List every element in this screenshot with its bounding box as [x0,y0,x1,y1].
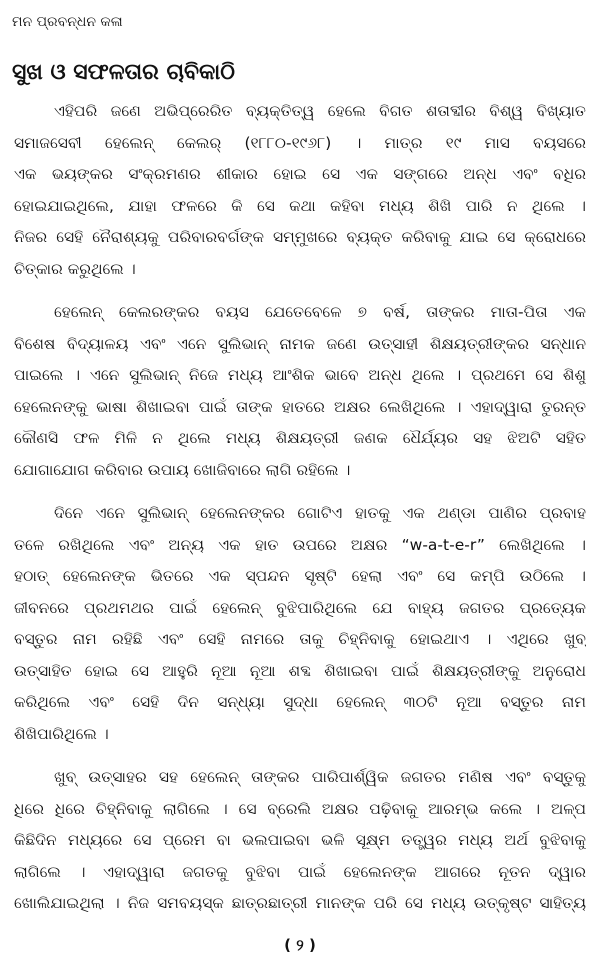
text-line: କରିଥିଲେ ଏବଂ ସେହି ଦିନ ସନ୍ଧ୍ୟା ସୁଦ୍ଧା ହେଲେନ୍ ୩୦ଟି ନୂଆ ବସ୍ତୁର ନାମ [14,693,586,711]
text-line: ହୋଇଯାଇଥିଲେ, ଯାହା ଫଳରେ କି ସେ କଥା କହିବା ମଧ୍ୟ ଶିଖି ପାରି ନ ଥିଲେ । [14,196,586,215]
text-line: କିଛିଦିନ ମଧ୍ୟରେ ସେ ପ୍ରେମ ବା ଭଲପାଇବା ଭଳି ସୂକ୍ଷ୍ମ ତତ୍ତ୍ୱର ମଧ୍ୟ ଅର୍ଥ ବୁଝିବାକୁ [14,831,586,849]
body-text [14,96,586,932]
text-line: ବିଶେଷ ବିଦ୍ୟାଳୟ ଏବଂ ଏନେ ସୁଲିଭାନ୍ ନାମକ ଜଣେ ଉତ୍ସାହୀ ଶିକ୍ଷୟତ୍ରୀଙ୍କର ସନ୍ଧାନ [14,334,586,353]
text-line: ଦିନେ ଏନେ ସୁଲିଭାନ୍ ହେଲେନଙ୍କର ଗୋଟିଏ ହାତକୁ ଏକ ଥଣ୍ଡା ପାଣିର ପ୍ରବାହ [54,504,586,522]
text-line: ହେଲେନ୍ କେଲରଙ୍କର ବୟସ ଯେତେବେଳେ ୭ ବର୍ଷ, ତାଙ୍କର ମାତା-ପିତା ଏକ [54,303,586,321]
running-header: ମନ ପ୍ରବନ୍ଧନ କଳା [12,14,123,30]
text-line: ଏକ ଭୟଙ୍କର ସଂକ୍ରମଣର ଶୀକାର ହୋଇ ସେ ଏକ ସଙ୍ଗରେ ଅନ୍ଧ ଏବଂ ବଧିର [14,165,586,183]
text-line: ତଳେ ରଖିଥିଲେ ଏବଂ ଅନ୍ୟ ଏକ ହାତ ଉପରେ ଅକ୍ଷର “w-a-t-e-r” ଲେଖିଥିଲେ । [14,535,586,554]
text-line: କୌଣସି ଫଳ ମିଳି ନ ଥିଲେ ମଧ୍ୟ ଶିକ୍ଷୟତ୍ରୀ ଜଣକ ଧୈର୍ଯ୍ୟର ସହ ଝିଅଟି ସହିତ [14,429,586,447]
paragraph [14,762,586,920]
text-line: ଯୋଗାଯୋଗ କରିବାର ଉପାୟ ଖୋଜିବାରେ ଲାଗି ରହିଲେ । [14,460,351,479]
text-line: ଖୁବ୍ ଉତ୍ସାହର ସହ ହେଲେନ୍ ତାଙ୍କର ପାରିପାର୍ଶ୍ୱିକ ଜଗତର ମଣିଷ ଏବଂ ବସ୍ତୁକୁ [54,768,586,786]
chapter-title: ସୁଖ ଓ ସଫଳତାର ଚାବିକାଠି [12,60,235,85]
text-line: ଏହିପରି ଜଣେ ଅଭିପ୍ରେରିତ ବ୍ୟକ୍ତିତ୍ୱ ହେଲେ ବିଗତ ଶତାବ୍ଦୀର ବିଶ୍ୱ ବିଖ୍ୟାତ [54,102,586,120]
text-line: ଶିଖିପାରିଥିଲେ । [14,724,109,743]
text-line: ଉତ୍ସାହିତ ହୋଇ ସେ ଆହୁରି ନୂଆ ନୂଆ ଶବ୍ଦ ଶିଖାଇବା ପାଇଁ ଶିକ୍ଷୟତ୍ରୀଙ୍କୁ ଅନୁରୋଧ [14,661,586,680]
text-line: ବସ୍ତୁର ନାମ ରହିଛି ଏବଂ ସେହି ନାମରେ ତାକୁ ଚିହ୍ନିବାକୁ ହୋଇଥାଏ । ଏଥିରେ ଖୁବ୍ [14,630,586,648]
text-line: ହଠାତ୍ ହେଲେନଙ୍କ ଭିତରେ ଏକ ସ୍ପନ୍ଦନ ସୃଷ୍ଟି ହେଲା ଏବଂ ସେ କମ୍ପି ଉଠିଲେ । [14,567,586,585]
text-line: ନିଜର ସେହି ନୈରାଶ୍ୟକୁ ପରିବାରବର୍ଗଙ୍କ ସମ୍ମୁଖରେ ବ୍ୟକ୍ତ କରିବାକୁ ଯାଇ ସେ କ୍ରୋଧରେ [14,228,586,246]
paragraph [14,498,586,750]
page-number: ( ୨ ) [284,936,316,954]
paragraph [14,96,586,285]
text-line: ହେଲେନଙ୍କୁ ଭାଷା ଶିଖାଇବା ପାଇଁ ତାଙ୍କ ହାତରେ ଅକ୍ଷର ଲେଖିଥିଲେ । ଏହାଦ୍ୱାରା ତୁରନ୍ତ [14,397,586,416]
text-line: ଲାଗିଲେ । ଏହାଦ୍ୱାରା ଜଗତକୁ ବୁଝିବା ପାଇଁ ହେଲେନଙ୍କ ଆଗରେ ନୂତନ ଦ୍ୱାର [14,862,586,881]
text-line: ଖୋଲିଯାଇଥିଲା । ନିଜ ସମବୟସ୍କ ଛାତ୍ରଛାତ୍ରୀ ମାନଙ୍କ ପରି ସେ ମଧ୍ୟ ଉତ୍କୃଷ୍ଟ ସାହିତ୍ୟ [14,894,586,912]
text-line: ଜୀବନରେ ପ୍ରଥମଥର ପାଇଁ ହେଲେନ୍ ବୁଝିପାରିଥିଲେ ଯେ ବାହ୍ୟ ଜଗତର ପ୍ରତ୍ୟେକ [14,598,586,617]
text-line: ଚିତ୍କାର କରୁଥିଲେ । [14,259,136,278]
paragraph [14,297,586,486]
text-line: ଧିରେ ଧିରେ ଚିହ୍ନିବାକୁ ଲାଗିଲେ । ସେ ବ୍ରେଲି ଅକ୍ଷର ପଢ଼ିବାକୁ ଆରମ୍ଭ କଲେ । ଅଳ୍ପ [14,799,586,818]
text-line: ସମାଜସେବୀ ହେଲେନ୍ କେଲର୍ (୧୮୮୦-୧୯୬୮) । ମାତ୍ର ୧୯ ମାସ ବୟସରେ [14,133,586,152]
text-line: ପାଇଲେ । ଏନେ ସୁଲିଭାନ୍ ନିଜେ ମଧ୍ୟ ଆଂଶିକ ଭାବେ ଅନ୍ଧ ଥିଲେ । ପ୍ରଥମେ ସେ ଶିଶୁ [14,366,586,384]
